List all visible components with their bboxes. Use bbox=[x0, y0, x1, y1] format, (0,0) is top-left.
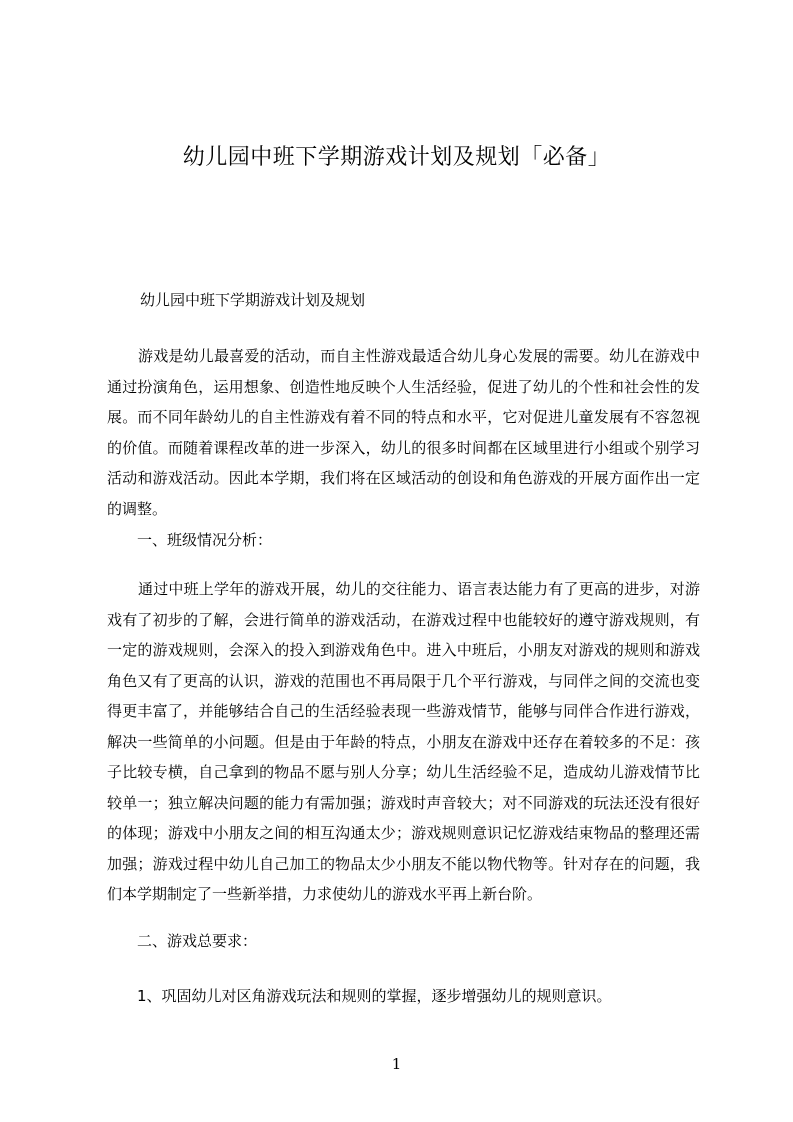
class-analysis-paragraph: 通过中班上学年的游戏开展，幼儿的交往能力、语言表达能力有了更高的进步，对游戏有了初步的了解，会进行简单的游戏活动，在游戏过程中也能较好的遵守游戏规则，有一定的游戏规则，会深入的投入到游戏角色中。进入中班后，小朋友对游戏的规则和游戏角色又有了更高的认识，游戏的范围也不再局限于几个平行游戏，与同伴之间的交流也变得更丰富了，并能够结合自己的生活经验表现一些游戏情节，能够与同伴合作进行游戏，解决一些简单的小问题。但是由于年龄的特点，小朋友在游戏中还存在着较多的不足：孩子比较专横，自己拿到的物品不愿与别人分享；幼儿生活经验不足，造成幼儿游戏情节比较单一；独立解决问题的能力有需加强；游戏时声音较大；对不同游戏的玩法还没有很好的体现；游戏中小朋友之间的相互沟通太少；游戏规则意识记忆游戏结束物品的整理还需加强；游戏过程中幼儿自己加工的物品太少小朋友不能以物代物等。针对存在的问题，我们本学期制定了一些新举措，力求使幼儿的游戏水平再上新台阶。 bbox=[107, 580, 700, 903]
section-heading-game-requirements: 二、游戏总要求： bbox=[137, 932, 258, 950]
page-number: 1 bbox=[391, 1055, 402, 1073]
document-subtitle: 幼儿园中班下学期游戏计划及规划 bbox=[140, 291, 366, 309]
section-heading-class-analysis: 一、班级情况分析： bbox=[137, 531, 273, 549]
requirement-item-1: 1、巩固幼儿对区角游戏玩法和规则的掌握，逐步增强幼儿的规则意识。 bbox=[137, 987, 612, 1005]
document-title: 幼儿园中班下学期游戏计划及规划「必备」 bbox=[182, 145, 611, 170]
intro-paragraph: 游戏是幼儿最喜爱的活动，而自主性游戏最适合幼儿身心发展的需要。幼儿在游戏中通过扮演角色，运用想象、创造性地反映个人生活经验，促进了幼儿的个性和社会性的发展。而不同年龄幼儿的自主性游戏有着不同的特点和水平，它对促进儿童发展有不容忽视的价值。而随着课程改革的进一步深入，幼儿的很多时间都在区域里进行小组或个别学习活动和游戏活动。因此本学期，我们将在区域活动的创设和角色游戏的开展方面作出一定的调整。 bbox=[107, 347, 700, 518]
